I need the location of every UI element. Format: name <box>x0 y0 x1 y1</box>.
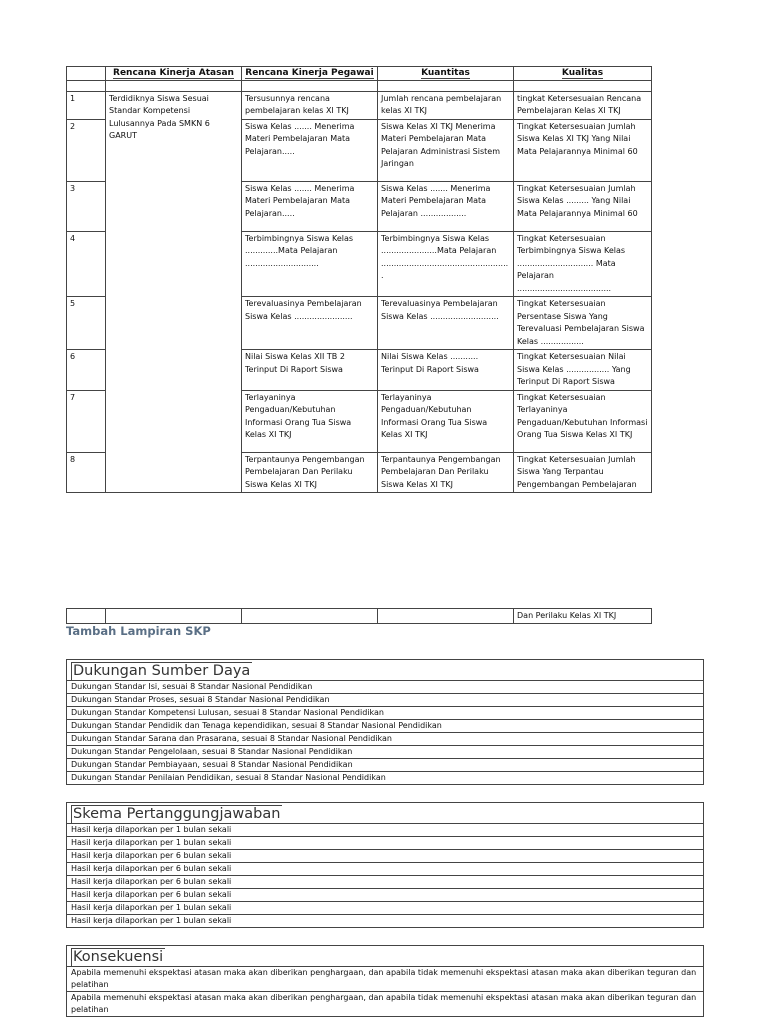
tambah-lampiran-link[interactable]: Tambah Lampiran SKP <box>66 624 211 638</box>
list-item: Dukungan Standar Isi, sesuai 8 Standar Nasional Pendidikan <box>67 681 703 694</box>
section-title: Skema Pertanggungjawaban <box>67 803 703 824</box>
row-number: 4 <box>67 231 106 297</box>
table-row <box>67 609 652 624</box>
kuantitas-cell: Terbimbingnya Siswa Kelas ......................Mata Pelajaran ................................................... <box>378 231 514 297</box>
pegawai-cell: Tersusunnya rencana pembelajaran kelas XI TKJ <box>242 91 378 119</box>
kuantitas-cell: Siswa Kelas ....... Menerima Materi Pembelajaran Mata Pelajaran .................. <box>378 181 514 231</box>
skema-section <box>66 802 704 928</box>
table-header-row <box>67 67 652 81</box>
header-pegawai: Rencana Kinerja Pegawai <box>242 67 378 81</box>
row-number: 6 <box>67 350 106 391</box>
kuantitas-cell: Siswa Kelas XI TKJ Menerima Materi Pembelajaran Mata Pelajaran Administrasi Sistem Jaringan <box>378 119 514 181</box>
list-item: Apabila memenuhi ekspektasi atasan maka akan diberikan penghargaan, dan apabila tidak memenuhi ekspektasi atasan maka akan diberikan teguran dan pelatihan <box>71 993 697 1014</box>
list-item: Hasil kerja dilaporkan per 6 bulan sekali <box>67 876 703 889</box>
pegawai-cell: Terbimbingnya Siswa Kelas .............Mata Pelajaran ............................. <box>242 231 378 297</box>
list-item: Hasil kerja dilaporkan per 6 bulan sekali <box>67 850 703 863</box>
kualitas-cell: tingkat Ketersesuaian Rencana Pembelajaran Kelas XI TKJ <box>514 91 652 119</box>
header-atasan: Rencana Kinerja Atasan <box>106 67 242 81</box>
pegawai-cell: Terpantaunya Pengembangan Pembelajaran Dan Perilaku Siswa Kelas XI TKJ <box>242 452 378 493</box>
row-number: 8 <box>67 452 106 493</box>
kuantitas-cell: Terpantaunya Pengembangan Pembelajaran Dan Perilaku Siswa Kelas XI TKJ <box>378 452 514 493</box>
list-item: Apabila memenuhi ekspektasi atasan maka akan diberikan penghargaan, dan apabila tidak memenuhi ekspektasi atasan maka akan diberikan teguran dan pelatihan <box>67 967 703 992</box>
list-item: Dukungan Standar Pembiayaan, sesuai 8 Standar Nasional Pendidikan <box>67 759 703 772</box>
kuantitas-cell: Terevaluasinya Pembelajaran Siswa Kelas ........................... <box>378 297 514 350</box>
section-title: Dukungan Sumber Daya <box>67 660 703 681</box>
row-number: 1 <box>67 91 106 119</box>
list-item: Dukungan Standar Proses, sesuai 8 Standar Nasional Pendidikan <box>67 694 703 707</box>
kuantitas-cell: Jumlah rencana pembelajaran kelas XI TKJ <box>378 91 514 119</box>
list-item: Dukungan Standar Sarana dan Prasarana, sesuai 8 Standar Nasional Pendidikan <box>67 733 703 746</box>
pegawai-cell: Terlayaninya Pengaduan/Kebutuhan Informasi Orang Tua Siswa Kelas XI TKJ <box>242 390 378 452</box>
pegawai-cell: Nilai Siswa Kelas XII TB 2 Terinput Di Raport Siswa <box>242 350 378 391</box>
konsekuensi-section <box>66 945 704 1017</box>
row-number: 3 <box>67 181 106 231</box>
list-item: Dukungan Standar Penilaian Pendidikan, sesuai 8 Standar Nasional Pendidikan <box>71 773 386 782</box>
kualitas-cell: Tingkat Ketersesuaian Jumlah Siswa Kelas ......... Yang Nilai Mata Pelajarannya Minimal 60 <box>514 181 652 231</box>
list-item: Hasil kerja dilaporkan per 1 bulan sekali <box>67 837 703 850</box>
kualitas-cell: Tingkat Ketersesuaian Terlayaninya Pengaduan/Kebutuhan Informasi Orang Tua Siswa Kelas XI TKJ <box>514 390 652 452</box>
pegawai-cell: Siswa Kelas ....... Menerima Materi Pembelajaran Mata Pelajaran..... <box>242 119 378 181</box>
section-title: Konsekuensi <box>67 946 703 967</box>
kuantitas-cell: Terlayaninya Pengaduan/Kebutuhan Informasi Orang Tua Siswa Kelas XI TKJ <box>378 390 514 452</box>
continuation-table <box>66 608 652 624</box>
row-number: 2 <box>67 119 106 181</box>
kualitas-cell: Tingkat Ketersesuaian Terbimbingnya Siswa Kelas .............................. Mata Pelajaran ..................................... <box>514 231 652 297</box>
kualitas-cell: Tingkat Ketersesuaian Persentase Siswa Yang Terevaluasi Pembelajaran Siswa Kelas ................. <box>514 297 652 350</box>
skp-table <box>66 66 652 493</box>
pegawai-cell: Siswa Kelas ....... Menerima Materi Pembelajaran Mata Pelajaran..... <box>242 181 378 231</box>
header-no <box>67 67 106 81</box>
list-item: Hasil kerja dilaporkan per 1 bulan sekali <box>71 916 232 925</box>
kualitas-cell: Tingkat Ketersesuaian Nilai Siswa Kelas ................. Yang Terinput Di Raport Siswa <box>514 350 652 391</box>
kualitas-cell: Tingkat Ketersesuaian Jumlah Siswa Yang Terpantau Pengembangan Pembelajaran <box>514 452 652 493</box>
list-item: Dukungan Standar Pengelolaan, sesuai 8 Standar Nasional Pendidikan <box>67 746 703 759</box>
pegawai-cell: Terevaluasinya Pembelajaran Siswa Kelas ....................... <box>242 297 378 350</box>
table-row <box>67 91 652 119</box>
list-item: Dukungan Standar Pendidik dan Tenaga kependidikan, sesuai 8 Standar Nasional Pendidikan <box>67 720 703 733</box>
row-number: 7 <box>67 390 106 452</box>
header-kualitas: Kualitas <box>514 67 652 81</box>
list-item: Dukungan Standar Kompetensi Lulusan, sesuai 8 Standar Nasional Pendidikan <box>67 707 703 720</box>
kualitas-cell: Dan Perilaku Kelas XI TKJ <box>514 609 652 624</box>
blank-row <box>67 80 652 91</box>
atasan-cell: Terdidiknya Siswa Sesuai Standar Kompetensi Lulusannya Pada SMKN 6 GARUT <box>106 91 242 493</box>
header-kuantitas: Kuantitas <box>378 67 514 81</box>
list-item: Hasil kerja dilaporkan per 1 bulan sekali <box>67 902 703 915</box>
list-item: Hasil kerja dilaporkan per 6 bulan sekali <box>67 889 703 902</box>
row-number: 5 <box>67 297 106 350</box>
list-item: Hasil kerja dilaporkan per 1 bulan sekali <box>67 824 703 837</box>
kuantitas-cell: Nilai Siswa Kelas ........... Terinput Di Raport Siswa <box>378 350 514 391</box>
kualitas-cell: Tingkat Ketersesuaian Jumlah Siswa Kelas XI TKJ Yang Nilai Mata Pelajarannya Minimal 60 <box>514 119 652 181</box>
dukungan-section <box>66 659 704 785</box>
list-item: Hasil kerja dilaporkan per 6 bulan sekali <box>67 863 703 876</box>
